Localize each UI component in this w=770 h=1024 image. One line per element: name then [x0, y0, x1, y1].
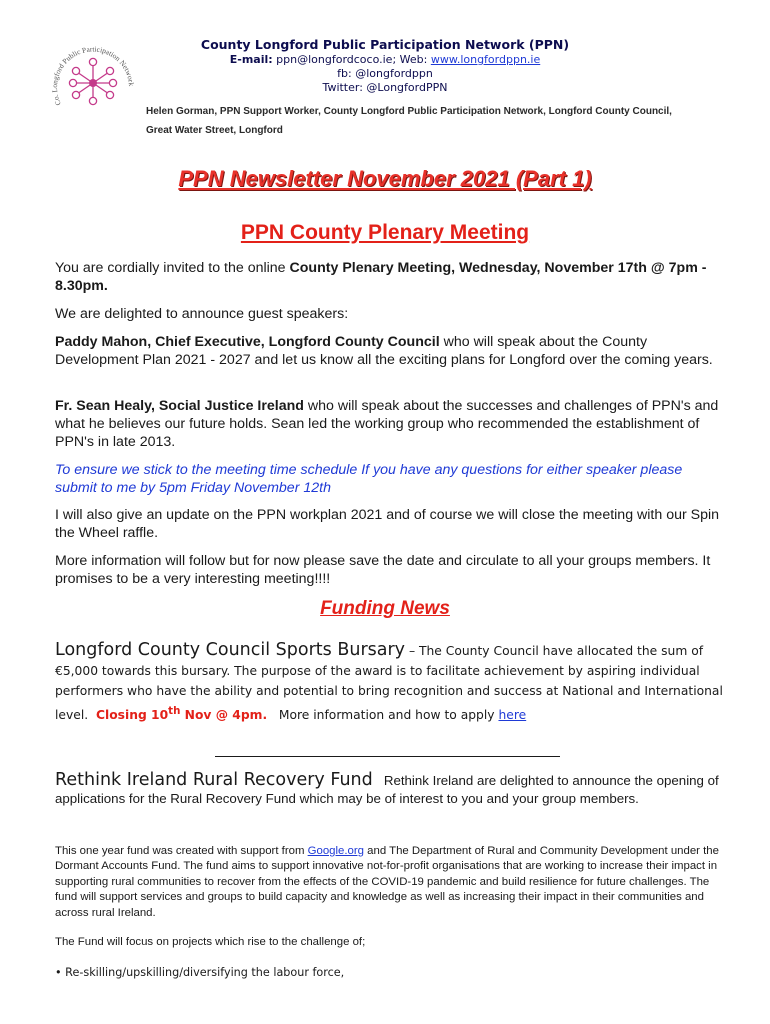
more-info-paragraph: More information will follow but for now please save the date and circulate to all your groups members. It promises to be a very interesting meeting!!!!	[55, 553, 711, 587]
address-block	[146, 102, 726, 140]
newsletter-title: PPN Newsletter November 2021 (Part 1)	[178, 166, 592, 191]
email-address[interactable]: ppn@longfordcoco.ie; Web:	[276, 53, 428, 66]
rethink-heading: Rethink Ireland Rural Recovery Fund	[55, 770, 373, 790]
website-link[interactable]: www.longfordppn.ie	[430, 53, 541, 66]
facebook-handle: fb: @longfordppn	[337, 67, 433, 80]
logo-text: Co. Longford Public Participation Network	[49, 44, 137, 107]
workplan-update: I will also give an update on the PPN workplan 2021 and of course we will close the meeting with our Spin the Wheel raffle.	[55, 507, 720, 541]
google-org-link[interactable]: Google.org	[307, 845, 364, 857]
speakers-intro: We are delighted to announce guest speakers:	[55, 306, 349, 322]
rethink-section	[55, 772, 725, 807]
email-label: E-mail:	[229, 53, 273, 66]
org-title: County Longford Public Participation Network (PPN)	[200, 37, 570, 52]
bullet-text: Re-skilling/upskilling/diversifying the labour force,	[65, 966, 345, 979]
email-line	[0, 53, 770, 66]
bursary-text: – The County Council have allocated the sum of €5,000 towards this bursary. The purpose of the award is to facilitate achievement by aspiring individual performers who have the ability and potential to bring recognition and success at National and International level.	[55, 644, 723, 723]
address-line-1: Helen Gorman, PPN Support Worker, County Longford Public Participation Network, Longford County Council,	[146, 106, 672, 117]
section-divider	[215, 756, 560, 757]
fund-description: This one year fund was created with support from Google.org and The Department of Rural and Community Development under the Dormant Accounts Fund. The fund aims to support innovative not-for-profit organisations that are working to increase their impact in supporting rural communities to recover from the effects of the COVID-19 pandemic and build resilience for future challenges. The fund will support services and groups to build capacity and knowledge as well as increasing their impact in their communities and across rural Ireland.	[55, 845, 719, 919]
speaker1-paragraph	[55, 333, 720, 369]
address-line-2: Great Water Street, Longford	[146, 125, 283, 136]
invite-paragraph	[55, 259, 720, 295]
sports-bursary-section	[55, 640, 725, 725]
closing-date: Closing 10th Nov @ 4pm.	[95, 705, 268, 723]
bullet-item	[55, 966, 344, 979]
rethink-intro: Rethink Ireland are delighted to announce the opening of applications for the Rural Recovery Fund which may be of interest to you and your group members.	[55, 773, 719, 806]
speaker2-name: Fr. Sean Healy, Social Justice Ireland	[55, 398, 304, 414]
questions-note: To ensure we stick to the meeting time schedule If you have any questions for either speaker please submit to me by 5pm Friday November 12th	[55, 462, 683, 496]
bursary-heading: Longford County Council Sports Bursary	[55, 640, 406, 660]
speaker2-text: who will speak about the successes and challenges of PPN's and what he believes our future holds. Sean led the working group who recommended the establishment of PPN's in late 2013.	[55, 398, 719, 450]
speaker1-text: who will speak about the County Development Plan 2021 - 2027 and let us know all the exciting plans for Longford over the coming years.	[55, 334, 713, 368]
twitter-handle: Twitter: @LongfordPPN	[322, 81, 448, 94]
bullet-icon: •	[55, 966, 62, 979]
speaker1-name: Paddy Mahon, Chief Executive, Longford County Council	[55, 334, 440, 350]
apply-here-link[interactable]: here	[498, 708, 527, 723]
funding-title: Funding News	[320, 598, 450, 619]
fund-focus: The Fund will focus on projects which rise to the challenge of;	[55, 936, 366, 948]
speaker2-paragraph	[55, 397, 720, 451]
invite-bold: County Plenary Meeting, Wednesday, November 17th @ 7pm - 8.30pm.	[55, 260, 707, 294]
plenary-title: PPN County Plenary Meeting	[240, 221, 530, 244]
invite-text: You are cordially invited to the online	[55, 260, 290, 276]
bursary-more-info: More information and how to apply	[278, 708, 499, 723]
